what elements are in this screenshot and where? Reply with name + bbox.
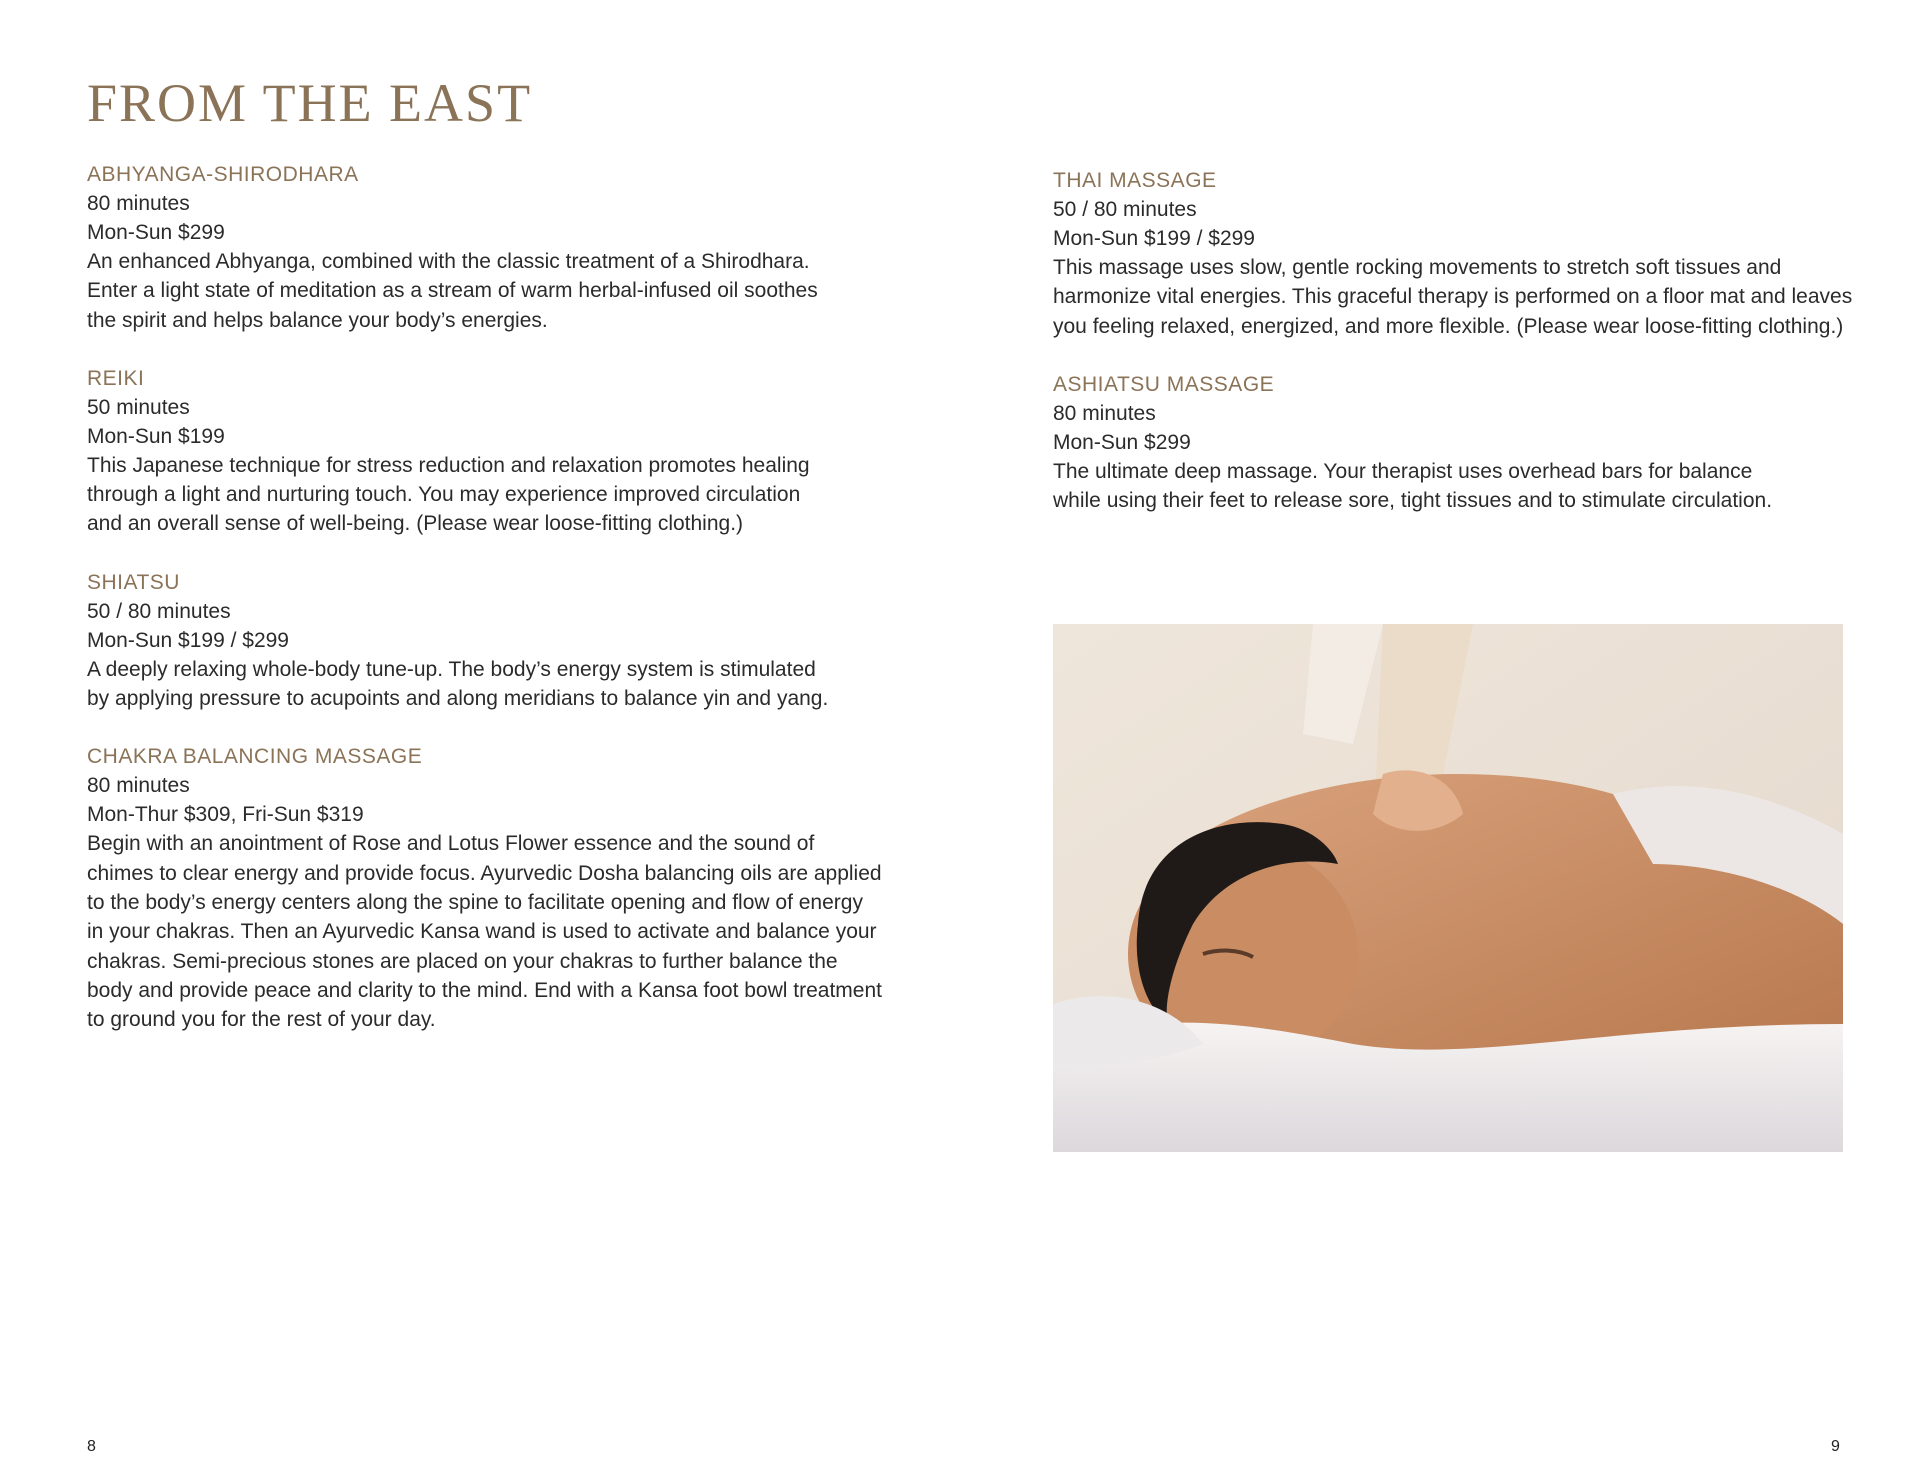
service-duration: 80 minutes	[1053, 401, 1156, 425]
right-column	[1053, 166, 1853, 544]
left-column	[87, 160, 887, 1063]
service-thai-massage	[1053, 166, 1853, 341]
service-price: Mon-Sun $299	[1053, 430, 1191, 454]
service-description: This Japanese technique for stress reduction and relaxation promotes healing through a light and nurturing touch. You may experience improved circulation and an overall sense of well-being. (Please wear loose-fitting clothing.)	[87, 453, 810, 536]
service-duration: 80 minutes	[87, 192, 190, 215]
service-reiki	[87, 364, 887, 539]
service-description: This massage uses slow, gentle rocking movements to stretch soft tissues and harmonize vital energies. This graceful therapy is performed on a floor mat and leaves you feeling relaxed, energized, and more flexible. (Please wear loose-fitting clothing.)	[1053, 256, 1853, 338]
service-chakra-balancing-massage	[87, 742, 887, 1034]
massage-photo	[1053, 624, 1843, 1152]
service-name: ABHYANGA-SHIRODHARA	[87, 163, 359, 186]
service-price: Mon-Sun $199	[87, 424, 225, 448]
service-price: Mon-Thur $309, Fri-Sun $319	[87, 803, 364, 827]
service-description: Begin with an anointment of Rose and Lotus Flower essence and the sound of chimes to clear energy and provide focus. Ayurvedic Dosha balancing oils are applied to the body’s energy centers along the spine to facilitate opening and flow of energy in your chakras. Then an Ayurvedic Kansa wand is used to activate and balance your chakras. Semi-precious stones are placed on your chakras to further balance the body and provide peace and clarity to the mind. End with a Kansa foot bowl treatment to ground you for the rest of your day.	[87, 832, 882, 1032]
service-price: Mon-Sun $299	[87, 221, 225, 244]
service-name: ASHIATSU MASSAGE	[1053, 372, 1275, 396]
service-name: REIKI	[87, 366, 145, 390]
service-description: A deeply relaxing whole-body tune-up. The body’s energy system is stimulated by applying pressure to acupoints and along meridians to balance yin and yang.	[87, 657, 829, 711]
service-name: THAI MASSAGE	[1053, 169, 1217, 192]
service-abhyanga-shirodhara	[87, 160, 887, 335]
page-number-right: 9	[1831, 1438, 1840, 1455]
service-ashiatsu-massage	[1053, 370, 1853, 516]
service-duration: 50 / 80 minutes	[87, 599, 231, 623]
service-shiatsu	[87, 568, 887, 714]
massage-illustration	[1053, 624, 1843, 1152]
service-price: Mon-Sun $199 / $299	[1053, 227, 1255, 250]
service-price: Mon-Sun $199 / $299	[87, 628, 289, 652]
service-duration: 50 minutes	[87, 395, 190, 419]
page-number-left: 8	[87, 1438, 96, 1455]
service-description: The ultimate deep massage. Your therapist uses overhead bars for balance while using their feet to release sore, tight tissues and to stimulate circulation.	[1053, 459, 1773, 513]
service-description: An enhanced Abhyanga, combined with the classic treatment of a Shirodhara. Enter a light state of meditation as a stream of warm herbal-infused oil soothes the spirit and helps balance your body’s energies.	[87, 250, 818, 332]
service-duration: 80 minutes	[87, 774, 190, 798]
service-duration: 50 / 80 minutes	[1053, 198, 1197, 221]
service-name: CHAKRA BALANCING MASSAGE	[87, 745, 423, 769]
service-name: SHIATSU	[87, 570, 180, 594]
page-title: FROM THE EAST	[87, 73, 533, 133]
